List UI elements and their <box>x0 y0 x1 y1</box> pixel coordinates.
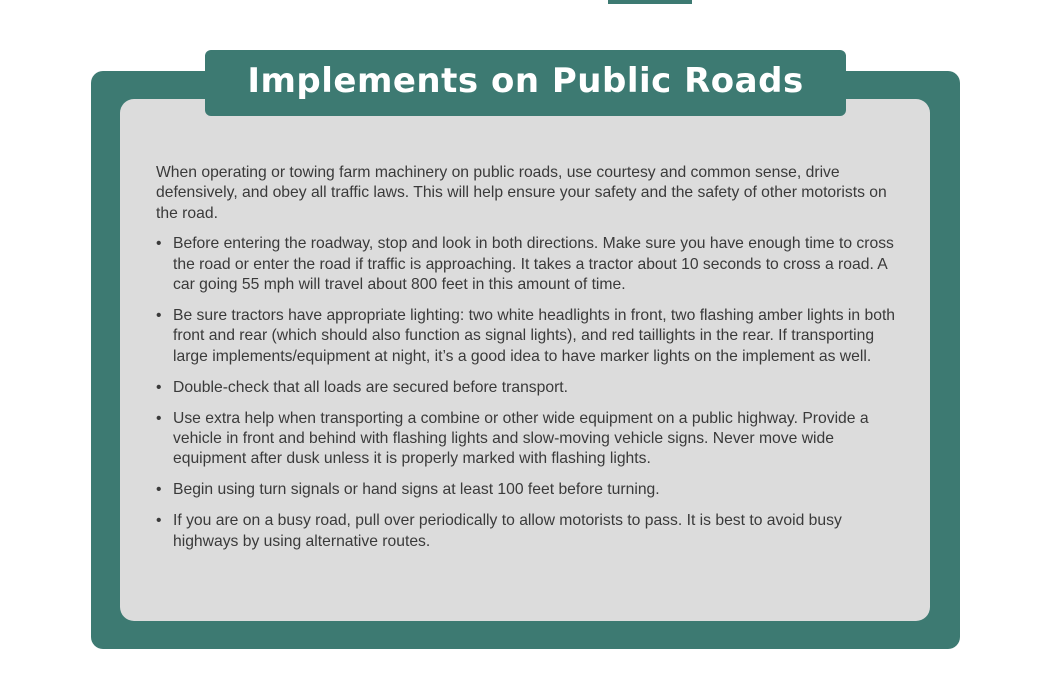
bullet-icon: • <box>156 306 162 324</box>
bullet-icon: • <box>156 378 162 396</box>
page-title: Implements on Public Roads <box>247 61 804 101</box>
list-item <box>156 409 896 470</box>
title-banner <box>205 50 846 116</box>
list-item-text: Be sure tractors have appropriate lighting: two white headlights in front, two flashing amber lights in both front and rear (which should also function as signal lights), and red taillights in the rear. If transporting large implements/equipment at night, it’s a good idea to have marker lights on the implement as well. <box>173 306 896 365</box>
list-item <box>156 234 896 295</box>
list-item-text: Begin using turn signals or hand signs at least 100 feet before turning. <box>173 481 660 499</box>
bullet-icon: • <box>156 512 162 530</box>
list-item-text: Use extra help when transporting a combine or other wide equipment on a public highway. Provide a vehicle in front and behind with flashing lights and slow-moving vehicle signs. Never move wide equipment after dusk unless it is properly marked with flashing lights. <box>173 409 869 468</box>
bullet-icon: • <box>156 481 162 499</box>
bullet-icon: • <box>156 409 162 427</box>
bullet-list <box>156 234 896 552</box>
list-item <box>156 511 896 552</box>
content-body <box>156 163 896 563</box>
list-item <box>156 378 896 398</box>
list-item <box>156 480 896 500</box>
bullet-icon: • <box>156 235 162 253</box>
list-item-text: If you are on a busy road, pull over periodically to allow motorists to pass. It is best to avoid busy highways by using alternative routes. <box>173 512 842 550</box>
top-tab-decoration <box>608 0 692 4</box>
intro-paragraph: When operating or towing farm machinery on public roads, use courtesy and common sense, drive defensively, and obey all traffic laws. This will help ensure your safety and the safety of other motorists on the road. <box>156 164 887 222</box>
list-item <box>156 306 896 367</box>
list-item-text: Double-check that all loads are secured before transport. <box>173 378 569 396</box>
list-item-text: Before entering the roadway, stop and look in both directions. Make sure you have enough time to cross the road or enter the road if traffic is approaching. It takes a tractor about 10 seconds to cross a road. A car going 55 mph will travel about 800 feet in this amount of time. <box>173 235 894 294</box>
